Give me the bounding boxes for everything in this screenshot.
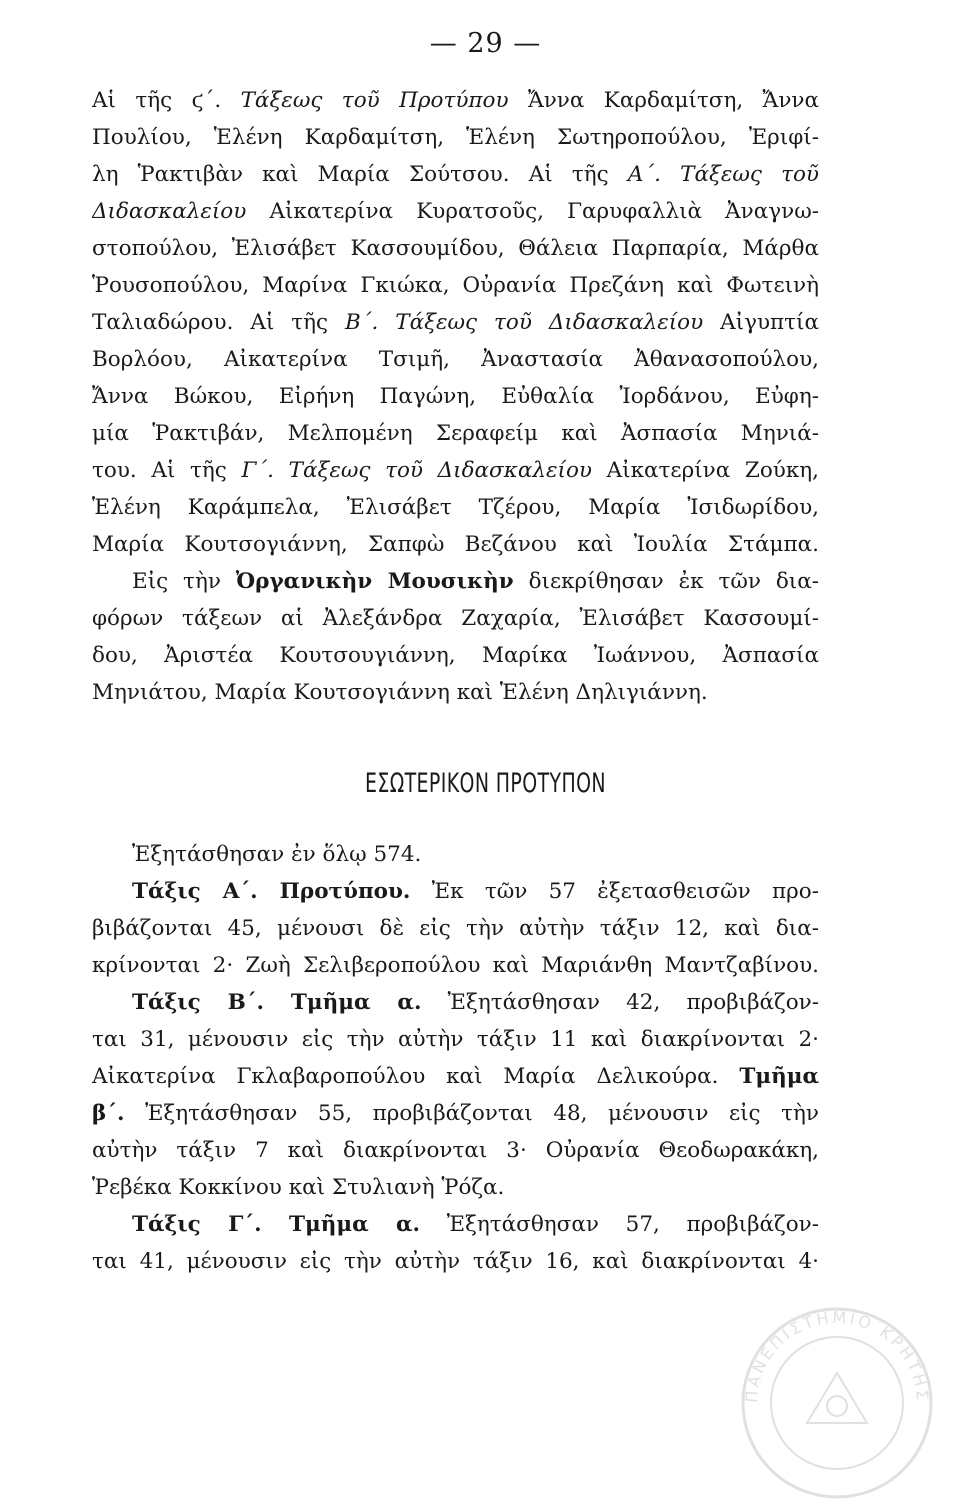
section-heading: ΕΣΩΤΕΡΙΚΟΝ ΠΡΟΤΥΠΟΝ <box>365 768 606 799</box>
text-line: Ἑλένη Καράμπελα, Ἐλισάβετ Τζέρου, Μαρία Ἰσιδωρίδου, <box>92 495 819 520</box>
text-line: Ταλιαδώρου. Αἱ τῆς Β΄. Τάξεως τοῦ Διδασκαλείου Αἰγυπτία <box>92 310 819 335</box>
page-number: — 29 — <box>429 28 542 59</box>
text-line: Ῥουσοπούλου, Μαρίνα Γκιώκα, Οὐρανία Πρεζάνη καὶ Φωτεινὴ <box>92 273 819 298</box>
text-line: στοπούλου, Ἐλισάβετ Κασσουμίδου, Θάλεια Παρπαρία, Μάρθα <box>92 236 819 261</box>
text-line: β΄. Ἐξητάσθησαν 55, προβιβάζονται 48, μένουσιν εἰς τὴν <box>92 1101 819 1126</box>
text-line: Αἱ τῆς ϛ΄. Τάξεως τοῦ Προτύπου Ἄννα Καρδαμίτση, Ἄννα <box>92 88 819 113</box>
text-line: μία Ῥακτιβάν, Μελπομένη Σεραφείμ καὶ Ἀσπασία Μηνιά- <box>92 421 819 446</box>
text-line: ται 31, μένουσιν εἰς τὴν αὐτὴν τάξιν 11 καὶ διακρίνονται 2· <box>92 1027 819 1052</box>
text-line: Αἰκατερίνα Γκλαβαροπούλου καὶ Μαρία Δελικούρα. Τμῆμα <box>92 1064 819 1089</box>
text-line: ται 41, μένουσιν εἰς τὴν αὐτὴν τάξιν 16, καὶ διακρίνονται 4· <box>92 1249 819 1274</box>
text-line: Τάξις Α΄. Προτύπου. Ἐκ τῶν 57 ἐξετασθεισῶν προ- <box>132 879 819 904</box>
text-line: Ἐξητάσθησαν ἐν ὅλῳ 574. <box>132 842 422 867</box>
text-line: Μαρία Κουτσογιάννη, Σαπφὼ Βεζάνου καὶ Ἰουλία Στάμπα. <box>92 532 819 557</box>
text-line: Βορλόου, Αἰκατερίνα Τσιμῆ, Ἀναστασία Ἀθανασοπούλου, <box>92 347 819 372</box>
text-line: βιβάζονται 45, μένουσι δὲ εἰς τὴν αὐτὴν τάξιν 12, καὶ δια- <box>92 916 819 941</box>
text-line: Ῥεβέκα Κοκκίνου καὶ Στυλιανὴ Ῥόζα. <box>92 1175 505 1200</box>
paragraph-awards <box>92 82 819 711</box>
text-line: Τάξις Β΄. Τμῆμα α. Ἐξητάσθησαν 42, προβιβάζον- <box>132 990 819 1015</box>
text-line: φόρων τάξεων αἱ Ἀλεξάνδρα Ζαχαρία, Ἐλισάβετ Κασσουμί- <box>92 606 819 631</box>
text-line: αὐτὴν τάξιν 7 καὶ διακρίνονται 3· Οὐρανία Θεοδωρακάκη, <box>92 1138 819 1163</box>
text-line: Ἄννα Βώκου, Εἰρήνη Παγώνη, Εὐθαλία Ἰορδάνου, Εὐφη- <box>92 384 819 409</box>
text-line: λη Ῥακτιβὰν καὶ Μαρία Σούτσου. Αἱ τῆς Α΄. Τάξεως τοῦ <box>92 162 819 187</box>
text-line: κρίνονται 2· Ζωὴ Σελιβεροπούλου καὶ Μαριάνθη Μαντζαβίνου. <box>92 953 819 978</box>
text-line: Εἰς τὴν Ὀργανικὴν Μουσικὴν διεκρίθησαν ἐκ τῶν δια- <box>132 569 819 594</box>
text-line: Μηνιάτου, Μαρία Κουτσογιάννη καὶ Ἑλένη Δηλιγιάννη. <box>92 680 708 705</box>
library-seal-icon <box>737 1303 937 1503</box>
paragraph-internal-school <box>92 836 819 1280</box>
text-line: του. Αἱ τῆς Γ΄. Τάξεως τοῦ Διδασκαλείου Αἰκατερίνα Ζούκη, <box>92 458 819 483</box>
text-line: Πουλίου, Ἑλένη Καρδαμίτση, Ἑλένη Σωτηροπούλου, Ἐριφί- <box>92 125 819 150</box>
text-line: Διδασκαλείου Αἰκατερίνα Κυρατσοῦς, Γαρυφαλλιὰ Ἀναγνω- <box>92 199 819 224</box>
text-line: δου, Ἀριστέα Κουτσουγιάννη, Μαρίκα Ἰωάννου, Ἀσπασία <box>92 643 819 668</box>
text-line: Τάξις Γ΄. Τμῆμα α. Ἐξητάσθησαν 57, προβιβάζον- <box>132 1212 819 1237</box>
svg-text:ΠΑΝΕΠΙΣΤΗΜΙΟ ΚΡΗΤΗΣ: ΠΑΝΕΠΙΣΤΗΜΙΟ ΚΡΗΤΗΣ <box>741 1307 933 1404</box>
